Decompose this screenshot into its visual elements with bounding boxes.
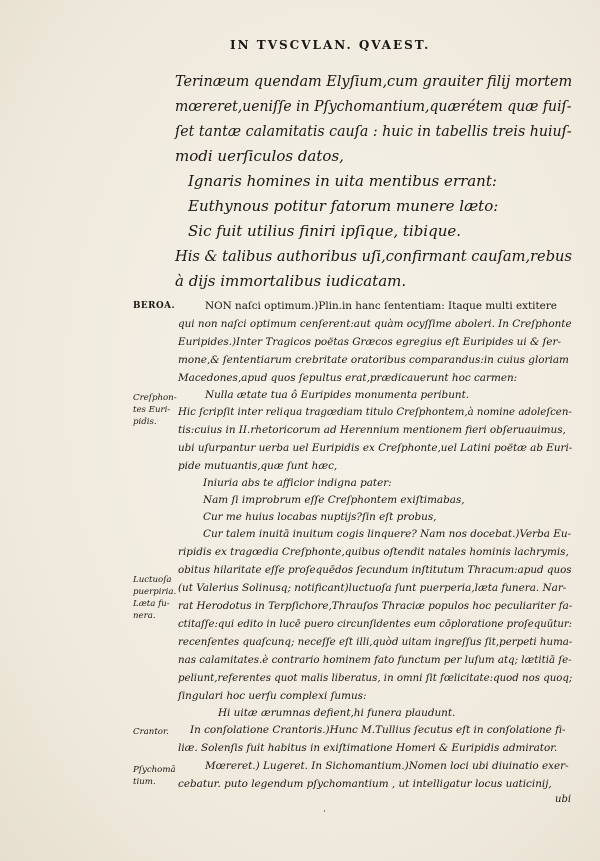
- margin-note-line: Pſychomā: [133, 765, 176, 775]
- note-line: Hic ſcripſit inter reliqua tragœdiam titulo Creſphontem,à nomine adoleſcen-: [178, 406, 572, 418]
- note-line: Cur talem inuitā inuitum cogis linquere? Nam nos docebat.)Verba Eu-: [203, 528, 572, 540]
- margin-note-psychomantium: [133, 764, 176, 788]
- note-line: Mœreret.) Lugeret. In Sichomantium.)Nomen loci ubi diuinatio exer-: [205, 760, 569, 772]
- main-line: Terinæum quendam Elyſium,cum grauiter filij mortem: [175, 72, 573, 90]
- note-line: nas calamitates.è contrario hominem fato functum per luſum atq; lætitiā ſe-: [178, 654, 572, 666]
- oracle-verse-line: Euthynous potitur fatorum munere læto:: [188, 197, 499, 215]
- note-line: Euripides.)Inter Tragicos poëtas Græcos egregius eſt Euripides ui & ſer-: [178, 336, 562, 348]
- note-verse-line: Nam ſi improbrum eſſe Creſphontem exiſtimabas,: [203, 494, 465, 506]
- note-line: qui non naſci optimum cenſerent:aut quàm ocyſſime aboleri. In Creſphonte: [178, 318, 572, 330]
- note-line: In conſolatione Crantoris.)Hunc M.Tullius ſecutus eſt in conſolatione fi-: [190, 724, 566, 736]
- margin-note-line: tes Euri-: [133, 405, 171, 415]
- main-line: His & talibus authoribus uſi,confirmant cauſam,rebus: [175, 247, 572, 265]
- note-line: mone,& ſententiarum crebritate oratoribus comparandus:in cuius gloriam: [178, 354, 569, 366]
- main-line: à dijs immortalibus iudicatam.: [175, 272, 407, 290]
- note-line: cebatur. puto legendum pſychomantium , ut intelligatur locus uaticinij,: [178, 778, 552, 790]
- note-verse-line: Cur me huius locabas nuptijs?ſin eſt probus,: [203, 511, 437, 523]
- note-line: tis:cuius in II.rhetoricorum ad Herennium mentionem fieri obſeruauimus,: [178, 424, 566, 436]
- oracle-verse-line: Sic fuit utilius finiri ipſique, tibique.: [188, 222, 462, 240]
- catchword: ubi: [555, 794, 572, 805]
- note-line: (ut Valerius Solinusq; notificant)luctuoſa ſunt puerperia,læta funera. Nar-: [178, 582, 567, 594]
- note-verse-line: Iniuria abs te afficior indigna pater:: [203, 477, 392, 489]
- main-line: mœreret,ueniſſe in Pſychomantium,quærétem quæ fuiſ-: [175, 97, 572, 115]
- note-verse-line: Nulla ætate tua ô Euripides monumenta peribunt.: [205, 389, 470, 401]
- note-verse-line: Hi uitæ ærumnas defient,hi funera plaudunt.: [218, 707, 456, 719]
- note-line: rat Herodotus in Terpſichore,Thrauſos Thraciæ populos hoc peculiariter fa-: [178, 600, 573, 612]
- note-line: NON naſci optimum.)Plin.in hanc ſententiam: Itaque multi extitere: [205, 300, 557, 312]
- running-head: IN TVSCVLAN. QVAEST.: [230, 38, 431, 52]
- margin-note-cresphontes: [133, 392, 177, 428]
- margin-note-beroa: BEROA.: [133, 301, 176, 311]
- main-line: modi uerſiculos datos,: [175, 147, 344, 165]
- note-line: pide mutuantis,quæ ſunt hæc,: [178, 460, 338, 472]
- note-line: ſingulari hoc uerſu complexi ſumus:: [178, 690, 367, 702]
- note-line: peliunt,referentes quot malis liberatus, in omni ſit fœlicitate:quod nos quoq;: [178, 672, 573, 684]
- main-line: ſet tantæ calamitatis cauſa : huic in tabellis treis huiuſ-: [175, 122, 572, 140]
- margin-note-line: puerpiria.: [133, 587, 177, 597]
- margin-note-crantor: Crantor.: [133, 727, 169, 737]
- note-line: ubi uſurpantur uerba uel Euripidis ex Creſphonte,uel Latini poëtæ ab Euri-: [178, 442, 573, 454]
- note-line: liæ. Solenſis fuit habitus in exiſtimatione Homeri & Euripidis admirator.: [178, 742, 558, 754]
- note-line: recenſentes quaſcunq; neceſſe eſt illi,quòd uitam ingreſſus ſit,perpeti huma-: [178, 636, 573, 648]
- ink-speck: ˙: [322, 810, 327, 821]
- margin-note-line: Creſphon-: [133, 393, 177, 403]
- margin-note-luctuosa: [133, 574, 176, 622]
- note-line: Macedones,apud quos ſepultus erat,prædicauerunt hoc carmen:: [178, 372, 518, 384]
- oracle-verse-line: Ignaris homines in uita mentibus errant:: [188, 172, 497, 190]
- margin-note-line: Luctuoſa: [133, 575, 172, 585]
- margin-note-line: tium.: [133, 777, 156, 787]
- note-line: ctitaſſe:qui edito in lucē puero circunſidentes eum cōploratione proſequūtur:: [178, 618, 573, 630]
- note-line: ripidis ex tragœdia Creſphonte,quibus oſtendit natales hominis lachrymis,: [178, 546, 569, 558]
- note-line: obitus hilaritate eſſe proſequēdos ſecundum inſtitutum Thracum:apud quos: [178, 564, 572, 576]
- margin-note-line: pidis.: [133, 417, 157, 427]
- margin-note-line: nera.: [133, 611, 156, 621]
- margin-note-line: Læta fu-: [133, 599, 170, 609]
